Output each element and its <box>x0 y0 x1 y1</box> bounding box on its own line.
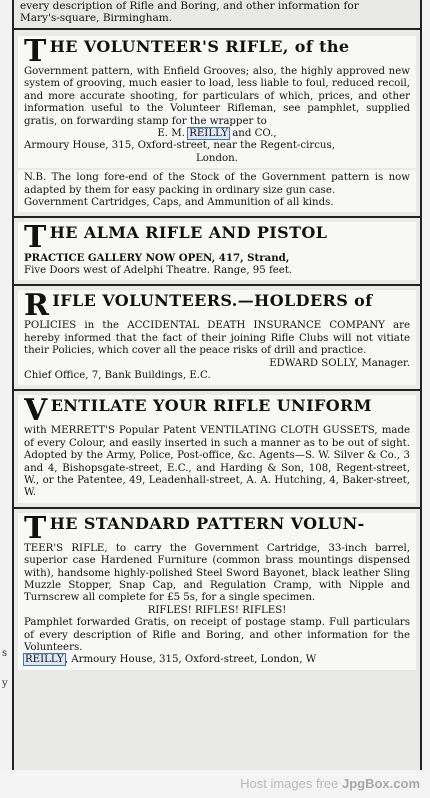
heading-text: ENTILATE YOUR RIFLE UNIFORM <box>50 397 372 416</box>
ad-volunteers-rifle <box>18 36 416 168</box>
pamphlet-text: Pamphlet forwarded Gratis, on receipt of postage stamp. Full particulars of every description of Rifle and Boring, and other information for the Volunteers. <box>24 617 410 653</box>
ad-nb-note <box>18 170 416 212</box>
divider <box>14 389 420 391</box>
ad-line: Five Doors west of Adelphi Theatre. Range, 95 feet. <box>24 264 293 276</box>
divider <box>14 216 420 218</box>
ad-name-line <box>24 654 410 666</box>
rifles-line: RIFLES! RIFLES! RIFLES! <box>147 604 287 616</box>
ad-heading <box>24 224 410 252</box>
ad-heading <box>24 515 410 543</box>
ad-line: PRACTICE GALLERY NOW OPEN, 417, Strand, <box>24 252 290 265</box>
ad-signature: EDWARD SOLLY, Manager. <box>269 357 410 369</box>
drop-cap: T <box>24 38 47 66</box>
ad-name-line <box>24 128 410 140</box>
heading-text: IFLE VOLUNTEERS.—HOLDERS of <box>52 292 373 311</box>
ad-heading <box>24 38 410 66</box>
drop-cap: R <box>24 292 50 321</box>
ad-ventilate-uniform <box>18 395 416 502</box>
margin-mark: y <box>2 678 8 689</box>
name-suffix: and CO., <box>232 128 277 140</box>
host-link[interactable] <box>240 776 420 791</box>
nb-text: N.B. The long fore-end of the Stock of the Government pattern is now adapted by them for easy packing in ordinary size gun case. <box>24 172 410 196</box>
ad-address: Armoury House, 315, Oxford-street, near the Regent-circus, <box>24 140 335 152</box>
divider <box>14 507 420 509</box>
search-highlight[interactable]: REILLY <box>189 128 228 140</box>
ad-body: Government pattern, with Enfield Grooves; also, the highly approved new system of grooving, much easier to load, less liable to foul, reduced recoil, and more accurate shooting, for particulars of which, prices, and other information useful to the Volunteer Rifleman, see pamphlet, supplied gratis, on forwarding stamp for the wrapper to <box>24 66 410 127</box>
ad-address: , Armoury House, 315, Oxford-street, London, W <box>64 654 317 666</box>
drop-cap: T <box>24 224 47 253</box>
ad-heading <box>24 292 410 320</box>
search-highlight[interactable]: REILLY <box>25 654 64 666</box>
newspaper-scan <box>12 0 422 770</box>
drop-cap: V <box>24 397 48 426</box>
heading-text: HE ALMA RIFLE AND PISTOL <box>49 224 328 243</box>
cartridges-text: Government Cartridges, Caps, and Ammunition of all kinds. <box>24 197 334 209</box>
heading-text: HE STANDARD PATTERN VOLUN- <box>49 514 365 533</box>
ad-city: London. <box>196 152 238 164</box>
ad-standard-pattern <box>18 513 416 670</box>
brand-name: JpgBox.com <box>341 776 420 791</box>
divider <box>14 28 420 30</box>
ad-alma-rifle <box>18 222 416 280</box>
top-fragment-line1: every description of Rifle and Boring, and other information for <box>20 0 359 12</box>
heading-text: HE VOLUNTEER'S RIFLE, of the <box>49 38 350 56</box>
ad-rifle-volunteers <box>18 290 416 385</box>
name-prefix: E. M. <box>157 128 185 140</box>
ad-heading <box>24 397 410 425</box>
ad-body: with MERRETT'S Popular Patent VENTILATING CLOTH GUSSETS, made of every Colour, and easily inserted in such a manner as to be out of sight. Adopted by the Army, Police, Post-office, &c. Agents—S. W. Silver & Co., 3 and 4, Bishopsgate-street, E.C., and Harding & Son, 108, Regent-street, W., or the Patentee, 49, Leadenhall-street, A. A. Hutching, 4, Baker-street, W. <box>24 425 410 499</box>
ad-body: POLICIES in the ACCIDENTAL DEATH INSURANCE COMPANY are hereby informed that the fact of their joining Rifle Clubs will not vitiate their Policies, which cover all the peace risks of drill and practice. <box>24 320 410 357</box>
ad-office: Chief Office, 7, Bank Buildings, E.C. <box>24 369 211 381</box>
footer-bar <box>0 770 430 798</box>
host-text: Host images free <box>240 776 342 791</box>
divider <box>14 284 420 286</box>
margin-mark: s <box>2 648 8 659</box>
top-fragment-line2: Mary's-square, Birmingham. <box>20 12 173 24</box>
drop-cap: T <box>24 514 47 543</box>
ad-body: TEER'S RIFLE, to carry the Government Cartridge, 33-inch barrel, superior case Hardened Furniture (common brass mountings dispensed with), handsome highly-polished Steel Sword Bayonet, black leather Sling Muzzle Stopper, Snap Cap, and Regulation Cramp, with Nipple and Turnscrew all complete for £5 5s, for a single specimen. <box>24 542 410 604</box>
